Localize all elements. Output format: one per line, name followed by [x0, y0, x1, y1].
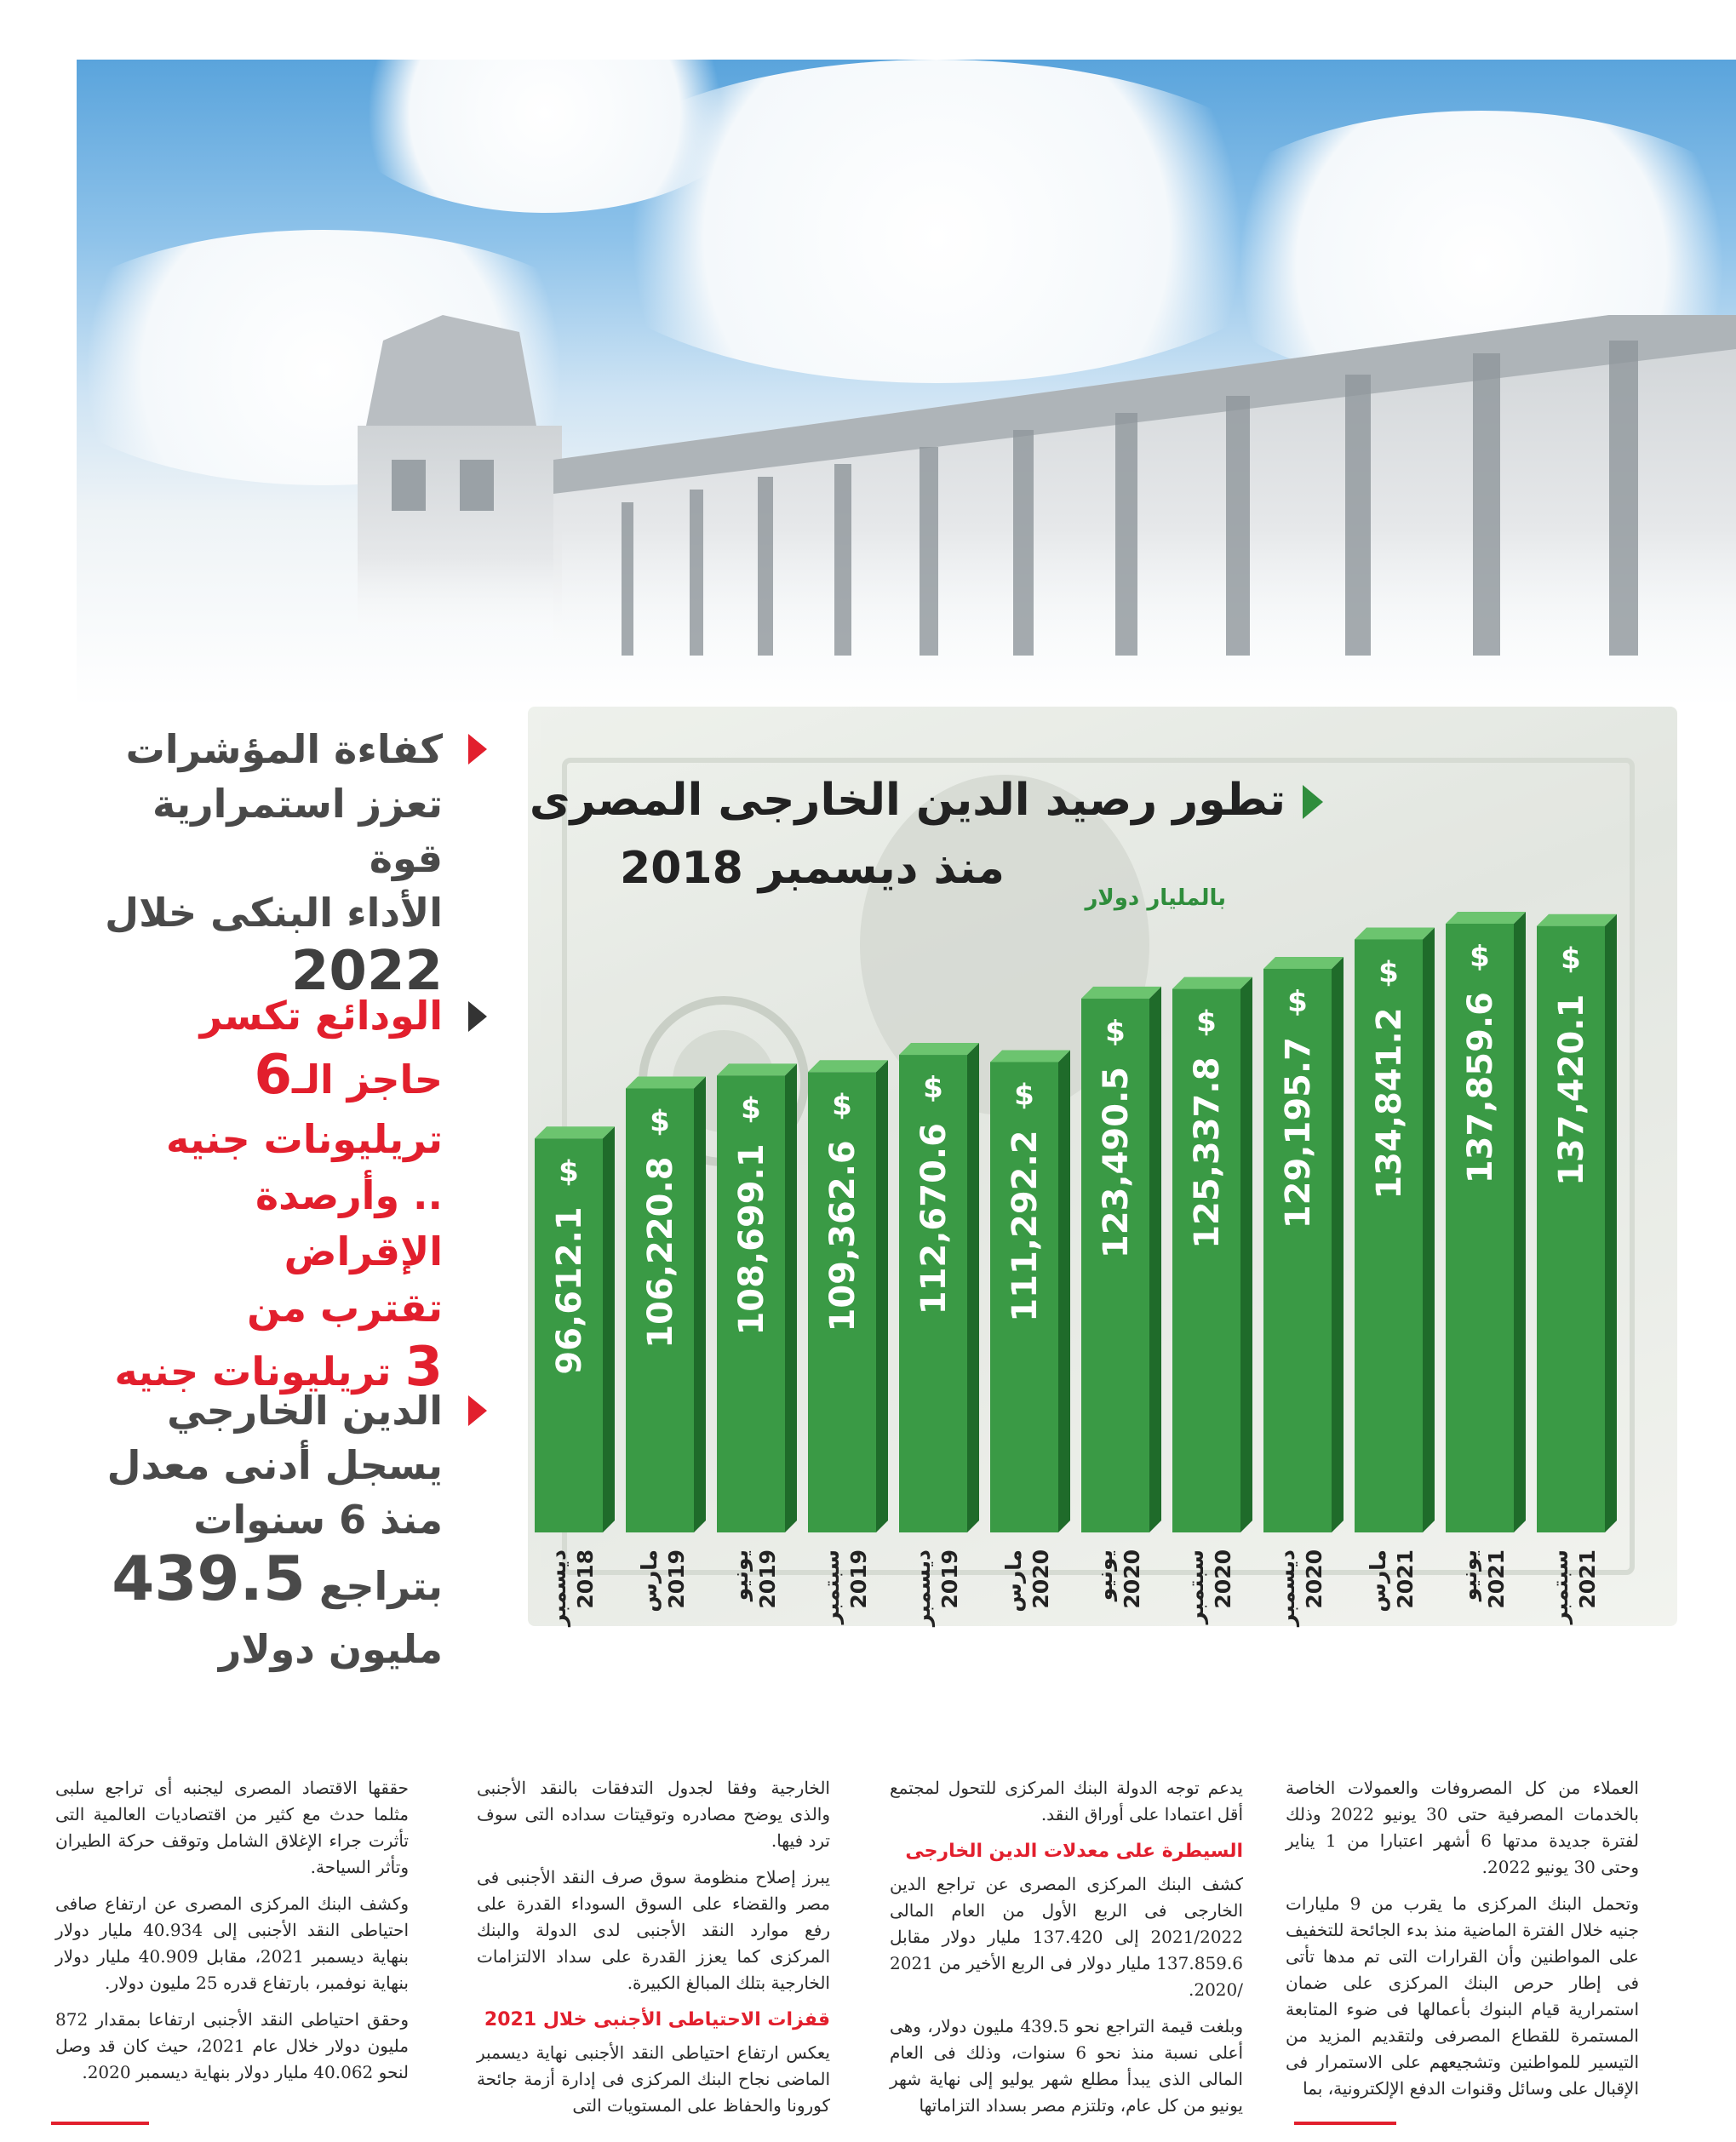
article-paragraph: العملاء من كل المصروفات والعمولات الخاصة بالخدمات المصرفية حتى 30 يونيو 2022 وذلك لفترة جديدة مدتها 6 أشهر اعتبارا من 1 يناير وحتى 30 يونيو 2022. [1286, 1778, 1639, 1877]
bar-dollar-icon: $ [650, 1104, 670, 1139]
bar-group [626, 1076, 706, 1612]
headline-line: يسجل أدنى معدل [106, 1442, 443, 1488]
bar-value-label: 109,362.6 [823, 1140, 862, 1332]
bar-dollar-icon: $ [1561, 942, 1581, 976]
headline-text: تريليونات جنيه [114, 1349, 392, 1395]
bar-value-label: 125,337.8 [1188, 1057, 1227, 1249]
x-tick-year: 2018 [573, 1549, 598, 1609]
bar-group [1081, 987, 1161, 1609]
bar-side [785, 1063, 797, 1532]
article-paragraph: وكشف البنك المركزى المصرى عن ارتفاع صافى احتياطى النقد الأجنبى إلى 40.934 مليار دولار بنهاية ديسمبر 2021، مقابل 40.909 مليار دولار بنهاية نوفمبر، بارتفاع قدره 25 مليون دولار. [55, 1893, 410, 1993]
bar-dollar-icon: $ [1287, 984, 1308, 1019]
headline-line: كفاءة المؤشرات [125, 726, 443, 772]
x-tick-year: 2021 [1484, 1549, 1509, 1609]
bar-value-label: 137,420.1 [1552, 994, 1591, 1186]
bar-value-label: 123,490.5 [1097, 1066, 1136, 1259]
x-tick-year: 2020 [1120, 1549, 1144, 1609]
bar-dollar-icon: $ [1014, 1078, 1034, 1113]
bar-side [603, 1126, 615, 1532]
bar-group [990, 1050, 1070, 1612]
x-tick-month: يونيو [1457, 1549, 1481, 1601]
article-column-1 [1286, 1775, 1639, 2112]
bar-value-label: 111,292.2 [1006, 1130, 1045, 1322]
bar-group [808, 1060, 888, 1625]
bar-top [1446, 912, 1526, 924]
headline-year: 2022 [290, 940, 443, 1003]
bar-group [1355, 927, 1435, 1612]
article-column-2 [890, 1775, 1243, 2129]
chart-subtitle: بالمليار دولار [1085, 885, 1226, 911]
x-tick-month: ديسمبر [910, 1549, 935, 1627]
article-paragraph: الخارجية وفقا لجدول التدفقات بالنقد الأجنبى والذى يوضح مصادره وتوقيتات سداده التى سوف ترد فيها. [477, 1778, 830, 1851]
x-tick-year: 2019 [664, 1549, 689, 1609]
bar-group [1172, 977, 1252, 1626]
x-tick-month: يونيو [728, 1549, 753, 1601]
bar-side [1240, 977, 1252, 1532]
x-tick-year: 2019 [846, 1549, 871, 1609]
headline-line: تريليونات جنيه [166, 1116, 443, 1162]
x-tick-year: 2019 [755, 1549, 780, 1609]
article-paragraph: وبلغت قيمة التراجع نحو 439.5 مليون دولار، وهى أعلى نسبة منذ نحو 6 سنوات، وذلك فى العام المالى الذى يبدأ مطلع شهر يوليو إلى نهاية شهر يونيو من كل عام، وتلتزم مصر بسداد التزاماتها [890, 2016, 1243, 2116]
chart-title-line: منذ ديسمبر 2018 [620, 843, 1005, 894]
headline-line: تقترب من [247, 1285, 443, 1331]
article-paragraph: كشف البنك المركزى المصرى عن تراجع الدين الخارجى فى الربع الأول من العام المالى 2021/2022 إلى 137.420 مليار دولار مقابل 137.859.6 مليار دولار فى الربع الأخير من 2021 /2020. [890, 1874, 1243, 2000]
article-paragraph: وحقق احتياطى النقد الأجنبى ارتفاعا بمقدار 872 مليون دولار خلال عام 2021، حيث كان قد وصل لنحو 40.062 مليار دولار بنهاية ديسمبر 2020. [55, 2009, 409, 2082]
article-paragraph: يدعم توجه الدولة البنك المركزى للتحول لمجتمع أقل اعتمادا على أوراق النقد. [890, 1778, 1243, 1824]
x-tick-month: سبتمبر [1183, 1549, 1208, 1624]
bar-group [1263, 957, 1344, 1628]
bar-dollar-icon: $ [741, 1091, 761, 1126]
footer-rule [1294, 2122, 1396, 2125]
bar-dollar-icon: $ [559, 1154, 579, 1189]
bar-group [717, 1063, 797, 1608]
x-tick-year: 2020 [1302, 1549, 1326, 1609]
article-column-4 [55, 1775, 409, 2096]
bar-group [1446, 912, 1526, 1609]
headline-line: تعزز استمرارية قوة [152, 781, 443, 881]
x-tick-year: 2020 [1028, 1549, 1053, 1609]
x-tick-month: مارس [1366, 1549, 1390, 1612]
bar-value-label: 112,670.6 [914, 1123, 954, 1315]
bar-top [626, 1076, 706, 1088]
x-tick-month: مارس [1001, 1549, 1026, 1612]
x-tick-year: 2021 [1393, 1549, 1418, 1609]
bar-top [990, 1050, 1070, 1062]
footer-rule [51, 2122, 149, 2125]
bar-value-label: 106,220.8 [641, 1156, 680, 1349]
bar-side [1058, 1050, 1070, 1532]
bar-side [694, 1076, 706, 1532]
x-tick-month: ديسمبر [546, 1549, 570, 1627]
bar-dollar-icon: $ [1470, 940, 1490, 974]
bar-dollar-icon: $ [1105, 1014, 1126, 1049]
bar-top [1081, 987, 1161, 999]
x-tick-month: يونيو [1092, 1549, 1117, 1601]
headline-line: منذ 6 سنوات [193, 1497, 443, 1543]
headline-text: حاجز الـ [292, 1057, 443, 1102]
bar-group [535, 1126, 615, 1628]
x-tick-month: مارس [637, 1549, 662, 1612]
bar-side [1514, 912, 1526, 1532]
article-column-3 [477, 1775, 830, 2129]
headline-line: الأداء البنكى خلال [105, 890, 443, 936]
x-tick-year: 2019 [937, 1549, 962, 1609]
headline-number: 6 [254, 1044, 293, 1107]
bar-side [1423, 927, 1435, 1532]
article-paragraph: وتحمل البنك المركزى ما يقرب من 9 مليارات جنيه خلال الفترة الماضية منذ بدء الجائحة للتخفيف على المواطنين وأن القرارات التى تم مدها تأتى فى إطار حرص البنك المركزى على ضمان استمرارية قيام البنوك بأعمالها فى ضوء المتابعة المستمرة للقطاع المصرفى ولتقديم المزيد من التيسير للمواطنين وتشجيعهم على الاستمرار فى الإقبال على وسائل وقنوات الدفع الإلكترونية، بما [1286, 1893, 1639, 2099]
bar-dollar-icon: $ [832, 1088, 852, 1123]
headline-line: مليون دولار [218, 1626, 443, 1672]
article-subheading: السيطرة على معدلات الدين الخارجى [905, 1841, 1243, 1862]
x-tick-month: سبتمبر [1548, 1549, 1573, 1624]
x-tick-year: 2020 [1211, 1549, 1235, 1609]
article-subheading: قفزات الاحتياطى الأجنبى خلال 2021 [484, 2009, 830, 2030]
bar-top [899, 1043, 979, 1055]
bar-side [1149, 987, 1161, 1532]
article-paragraph: يعكس ارتفاع احتياطى النقد الأجنبى نهاية ديسمبر الماضى نجاح البنك المركزى فى إدارة أزمة جائحة كورونا والحفاظ على المستويات التى [477, 2042, 830, 2116]
bar-value-label: 108,699.1 [732, 1143, 771, 1336]
bar-value-label: 129,195.7 [1279, 1036, 1318, 1229]
bar-dollar-icon: $ [1378, 955, 1399, 990]
bar-top [535, 1126, 615, 1138]
bar-value-label: 134,841.2 [1370, 1007, 1409, 1200]
headline-line: الودائع تكسر [199, 993, 443, 1039]
bar-top [1172, 977, 1252, 989]
bar-top [1537, 914, 1617, 926]
bar-top [1263, 957, 1344, 969]
bar-top [717, 1063, 797, 1075]
headline-number: 439.5 [112, 1543, 306, 1614]
bar-top [1355, 927, 1435, 939]
bar-side [1605, 914, 1617, 1532]
bar-value-label: 96,612.1 [550, 1206, 589, 1375]
x-tick-month: سبتمبر [819, 1549, 844, 1624]
headline-number: 3 [404, 1336, 443, 1399]
bar-side [876, 1060, 888, 1532]
bar-group [899, 1043, 979, 1628]
bar-side [1332, 957, 1344, 1532]
headline-text: بتراجع [318, 1563, 443, 1609]
x-tick-year: 2021 [1575, 1549, 1600, 1609]
headline-line: .. وأرصدة الإقراض [255, 1172, 443, 1274]
bar-group [1537, 914, 1617, 1626]
bar-dollar-icon: $ [923, 1071, 943, 1106]
bar-top [808, 1060, 888, 1072]
x-tick-month: ديسمبر [1275, 1549, 1299, 1627]
article-paragraph: حققها الاقتصاد المصرى ليجنبه أى تراجع سلبى مثلما حدث مع كثير من اقتصاديات العالمية التى تأثرت جراء الإغلاق الشامل وتوقف حركة الطيران وتأثر السياحة. [55, 1778, 409, 1877]
bar-side [967, 1043, 979, 1532]
article-paragraph: يبرز إصلاح منظومة سوق صرف النقد الأجنبى فى مصر والقضاء على السوق السوداء القدرة على رفع موارد النقد الأجنبى لدى الدولة والبنك المركزى كما يعزز القدرة على سداد الالتزامات الخارجية بتلك المبالغ الكبيرة. [477, 1867, 830, 1993]
bar-value-label: 137,859.6 [1461, 992, 1500, 1184]
bar-dollar-icon: $ [1196, 1005, 1217, 1040]
chart-title-line: تطور رصيد الدين الخارجى المصرى [529, 775, 1286, 826]
headline-line: الدين الخارجي [167, 1388, 443, 1434]
